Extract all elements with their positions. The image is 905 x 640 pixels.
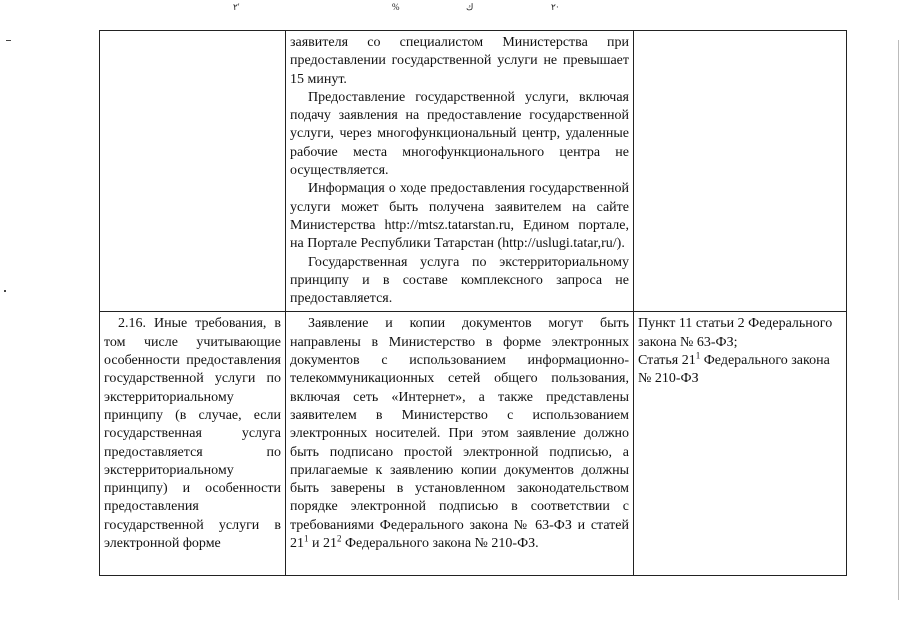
legal-reference	[638, 352, 842, 389]
scan-edge-line	[898, 40, 899, 600]
superscript: 1	[695, 350, 701, 361]
paragraph: Государственная услуга по экстерриториальному принципу и в составе комплексного запроса не предоставляется.	[290, 254, 629, 307]
scan-mark: %	[392, 2, 400, 12]
table-cell-empty	[634, 31, 847, 312]
scan-mark: ۲'	[233, 2, 240, 12]
table-cell-description	[286, 312, 634, 576]
scan-mark: ك	[466, 2, 474, 12]
paragraph: заявителя со специалистом Министерства при предоставлении государственной услуги не превышает 15 минут.	[290, 35, 629, 87]
table-cell-description	[286, 31, 634, 312]
scan-edge-mark	[6, 40, 11, 41]
legal-reference-text: Федерального закона № 210-ФЗ	[638, 353, 830, 387]
paragraph: Информация о ходе предоставления государственной услуги может быть получена заявителем на сайте Министерства http://mtsz.tatarstan.ru, Едином портале, на Портале Республики Татарстан (http://uslugi.tatar,ru/).	[290, 181, 629, 252]
table-row	[100, 312, 847, 576]
scan-edge-mark	[4, 290, 6, 292]
scan-mark: ٢·	[551, 2, 559, 12]
paragraph-text: Заявление и копии документов могут быть направлены в Министерство в форме электронных документов с использованием информационно-телекоммуникационных сетей общего пользования, включая сеть «Интернет», а также представлены заявителем в Министерство с использованием электронных носителей. При этом заявление должно быть подписано простой электронной подписью, а прилагаемые к заявлению копии документов должны быть заверены в установленном законодательством порядке электронной подписью в соответствии с требованиями Федерального закона № 63-ФЗ и статей 21	[290, 316, 629, 552]
legal-reference-text: Статья 21	[638, 353, 696, 369]
paragraph: Предоставление государственной услуги, включая подачу заявления на предоставление государственной услуги, через многофункциональный центр, удаленные рабочие места многофункционального центра не осуществляется.	[290, 89, 629, 179]
paragraph	[290, 315, 629, 553]
legal-reference: Пункт 11 статьи 2 Федерального закона № 63-ФЗ;	[638, 316, 833, 350]
table-cell-empty	[100, 31, 286, 312]
paragraph-text: и 21	[308, 536, 337, 552]
superscript: 2	[337, 533, 342, 544]
requirement-title: 2.16. Иные требования, в том числе учитывающие особенности предоставления государственной услуги по экстерриториальному принципу (в случае, если государственная услуга предоставляется по экстерриториальному принципу) и особенности предоставления государственной услуги в электронной форме	[104, 316, 281, 552]
table-cell-requirement	[100, 312, 286, 576]
table-cell-legal-basis	[634, 312, 847, 576]
paragraph-text: Федерального закона № 210-ФЗ.	[341, 536, 539, 552]
superscript: 1	[304, 533, 309, 544]
table-row	[100, 31, 847, 312]
regulation-table	[99, 30, 847, 576]
